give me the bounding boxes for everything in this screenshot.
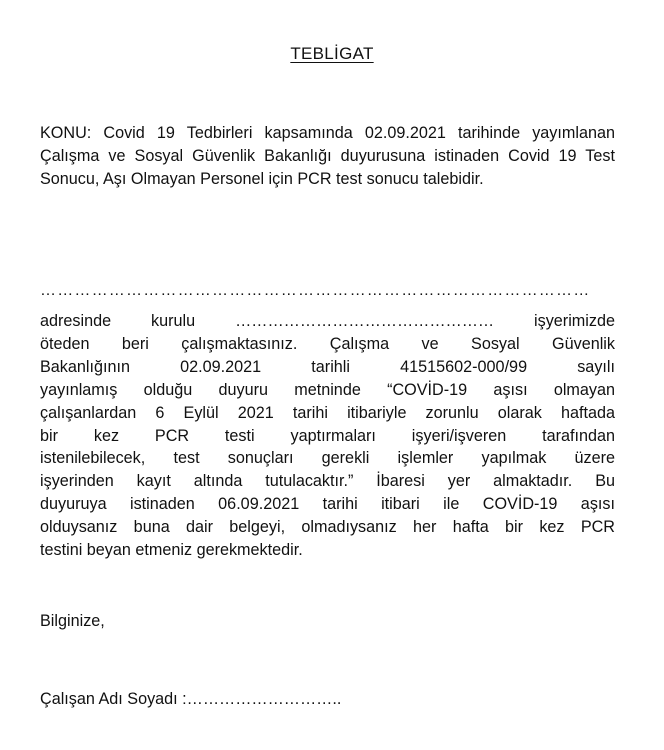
body-line: istenilebilecek, test sonuçları gerekli işlemler yapılmak üzere	[40, 449, 615, 468]
body-line: çalışanlardan 6 Eylül 2021 tarihi itibariyle zorunlu olarak haftada	[40, 403, 615, 422]
employee-name-field: Çalışan Adı Soyadı :………………………..	[40, 690, 342, 708]
subject-paragraph: KONU: Covid 19 Tedbirleri kapsamında 02.09.2021 tarihinde yayımlanan Çalışma ve Sosyal Güvenlik Bakanlığı duyurusuna istinaden Covid 19 Test Sonucu, Aşı Olmayan Personel için PCR test sonucu talebidir.	[40, 124, 615, 189]
body-line: olduysanız buna dair belgeyi, olmadıysanız her hafta bir kez PCR	[40, 518, 615, 537]
body-line: duyuruya istinaden 06.09.2021 tarihi itibari ile COVİD-19 aşısı	[40, 495, 615, 514]
document-title	[0, 44, 664, 64]
workplace-blank: …………………………………………	[235, 312, 495, 330]
title-text: TEBLİGAT	[290, 44, 374, 63]
body-line: Bakanlığının 02.09.2021 tarihli 41515602-000/99 sayılı	[40, 357, 615, 376]
body-line: bir kez PCR testi yaptırmaları işyeri/işveren tarafından	[40, 426, 615, 445]
address-row	[40, 310, 615, 332]
address-prefix: adresinde	[40, 312, 112, 330]
body-line: yayınlamış olduğu duyuru metninde “COVİD-19 aşısı olmayan	[40, 380, 615, 399]
body-line: testini beyan etmeniz gerekmektedir.	[40, 541, 303, 560]
address-blank-line: ……………………………………………………………………………………	[40, 282, 591, 299]
body-line: öteden beri çalışmaktasınız. Çalışma ve Sosyal Güvenlik	[40, 335, 615, 353]
greeting: Bilginize,	[40, 612, 105, 630]
body-paragraph	[40, 333, 615, 562]
body-line: işyerinden kayıt altında tutulacaktır.” İbaresi yer almaktadır. Bu	[40, 472, 615, 491]
address-suffix: işyerimizde	[534, 312, 615, 330]
address-word: kurulu	[151, 312, 196, 330]
